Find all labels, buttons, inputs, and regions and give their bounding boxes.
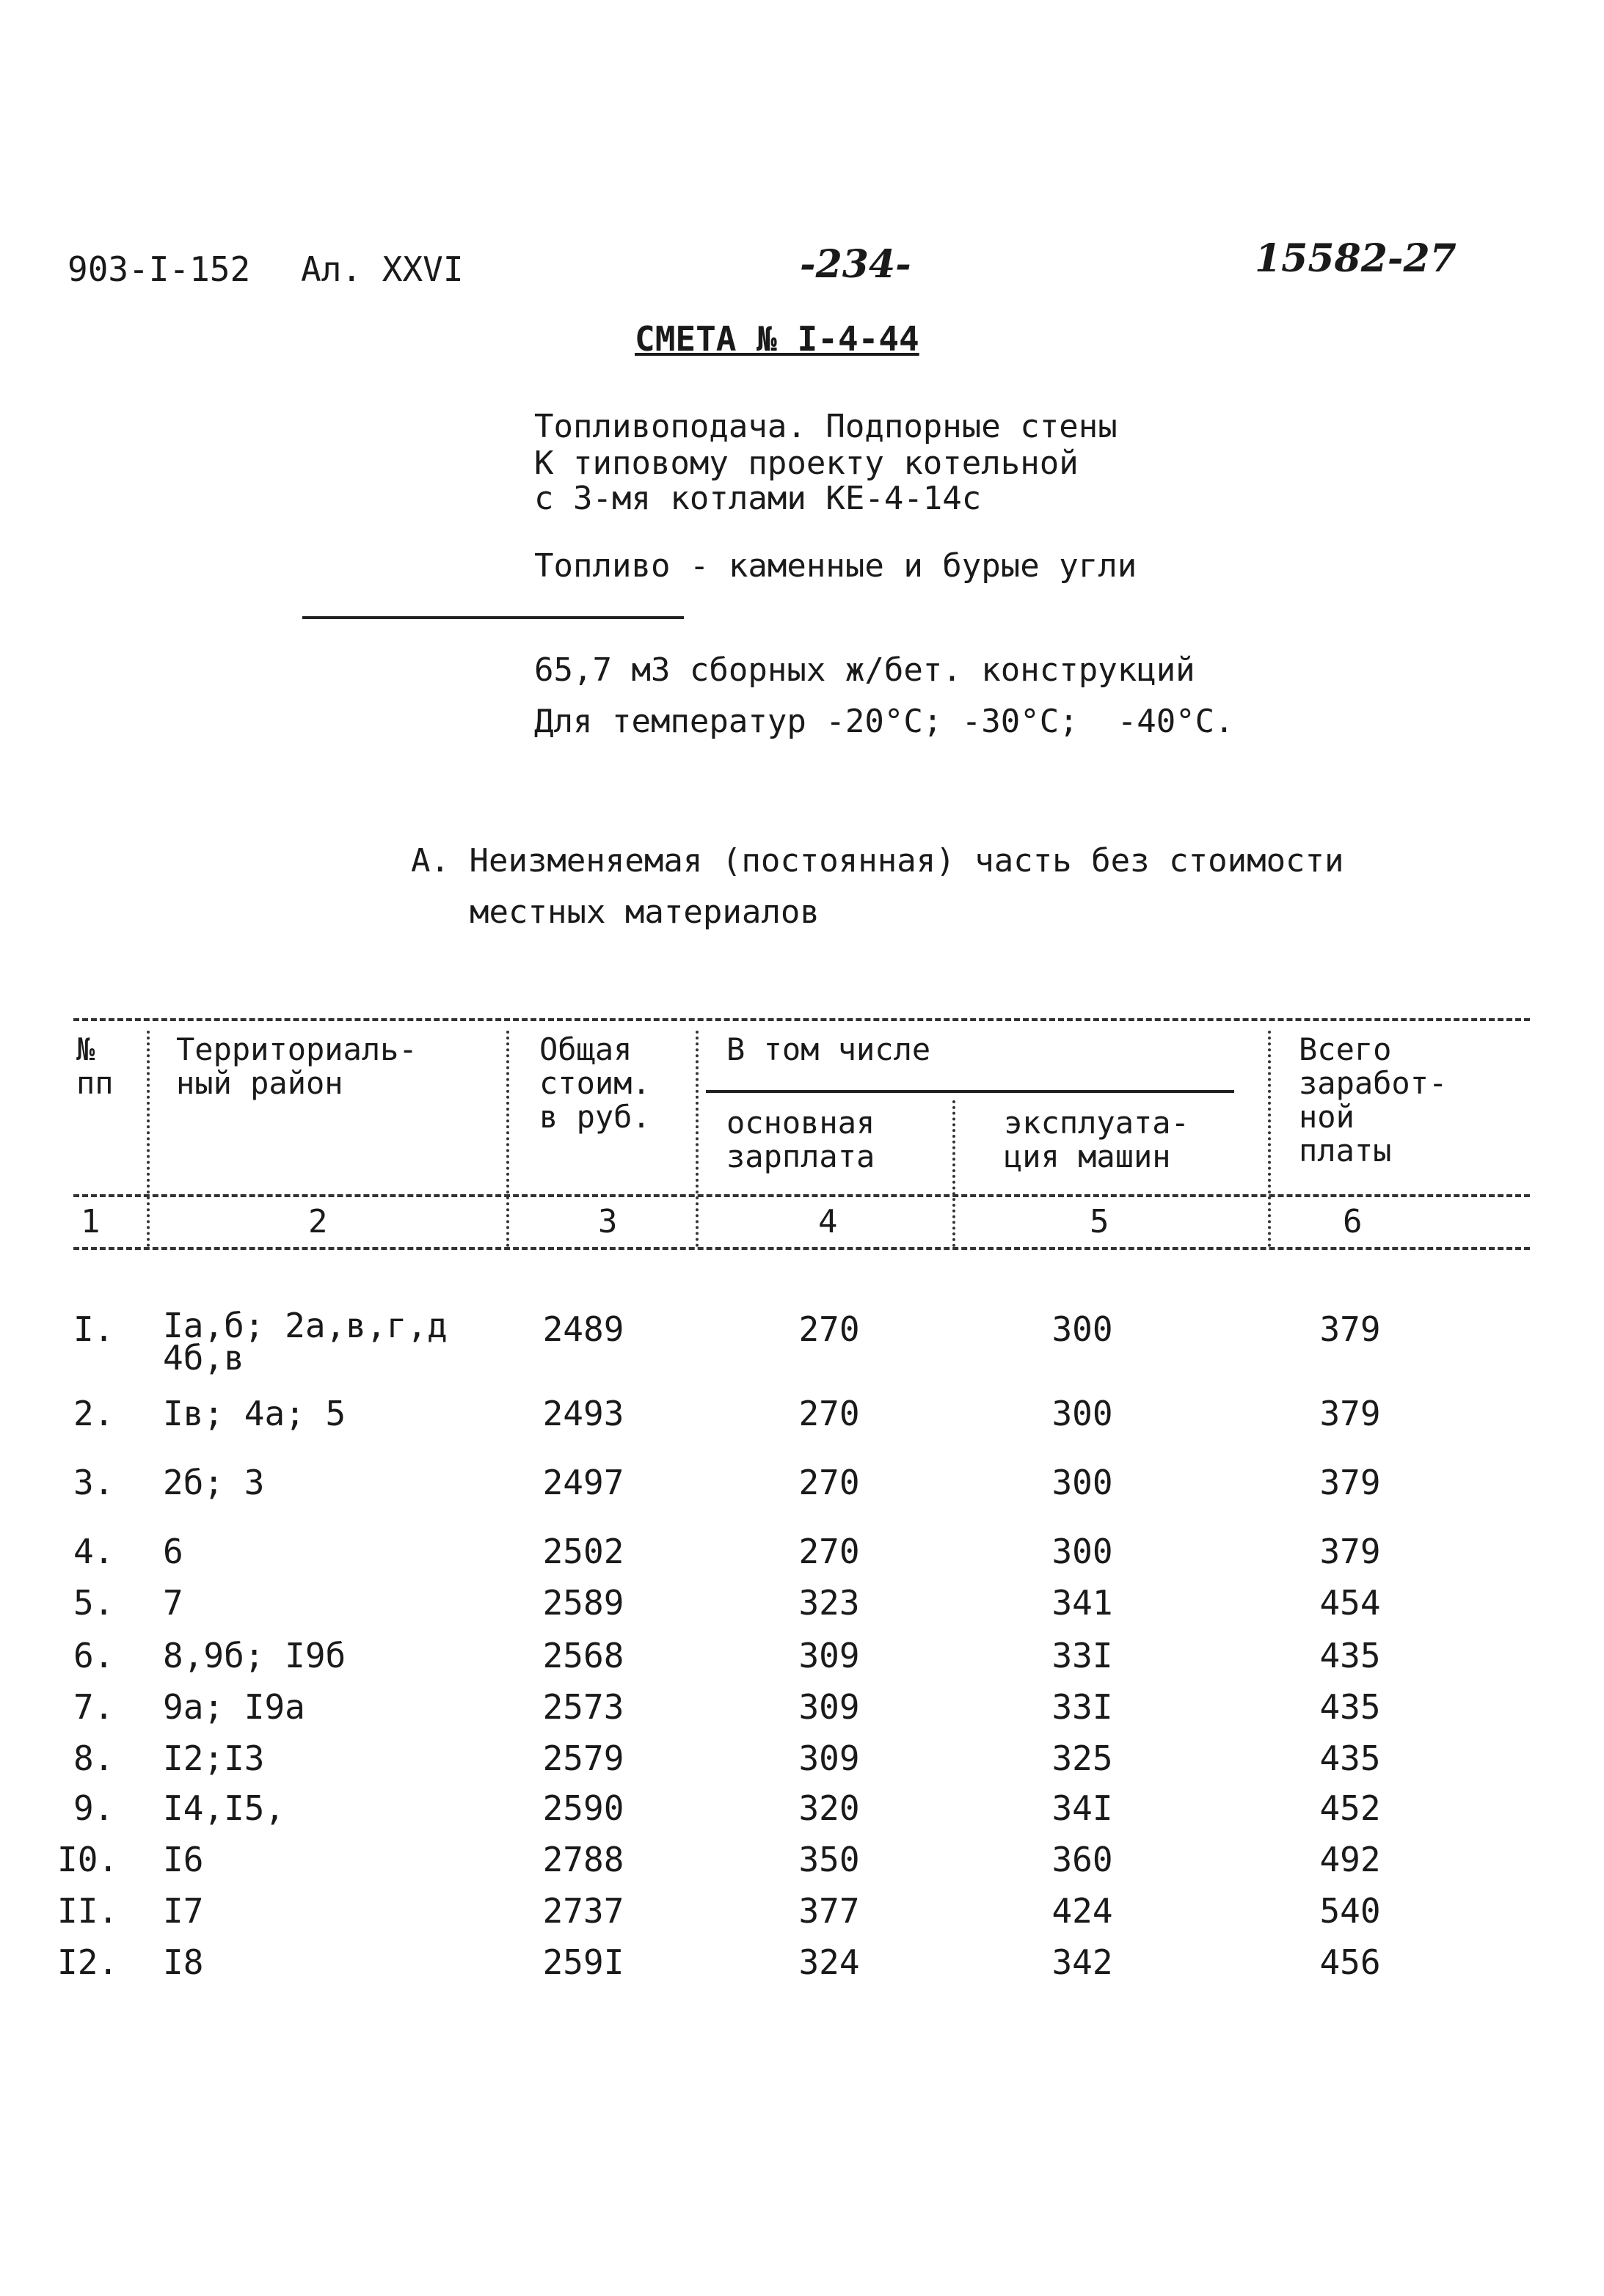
- row-total-wages: 435: [1319, 1739, 1381, 1778]
- row-district: Iа,б; 2а,в,г,д 4б,в: [163, 1306, 448, 1378]
- row-number: 4.: [73, 1532, 114, 1571]
- row-district: 7: [163, 1583, 183, 1623]
- row-district: I8: [163, 1942, 204, 1982]
- row-machine-operation: 300: [1051, 1309, 1113, 1349]
- row-machine-operation: 341: [1051, 1583, 1113, 1623]
- row-number: II.: [57, 1891, 119, 1931]
- album-number: Ал. XXVI: [301, 249, 464, 289]
- header-col-machines: эксплуата- ция машин: [1004, 1105, 1189, 1174]
- sheet-number: 15582-27: [1255, 236, 1457, 281]
- row-machine-operation: 300: [1051, 1532, 1113, 1571]
- row-total-wages: 435: [1319, 1687, 1381, 1727]
- row-total-cost: 2502: [542, 1532, 624, 1571]
- row-base-salary: 309: [798, 1739, 860, 1778]
- separator-line: [302, 616, 684, 619]
- row-number: I2.: [57, 1942, 119, 1982]
- header-col-salary: основная зарплата: [726, 1105, 875, 1174]
- row-number: 5.: [73, 1583, 114, 1623]
- estimate-title: СМЕТА № I-4-44: [635, 319, 919, 359]
- row-total-cost: 2589: [542, 1583, 624, 1623]
- row-total-cost: 2573: [542, 1687, 624, 1727]
- row-total-wages: 379: [1319, 1532, 1381, 1571]
- row-number: 6.: [73, 1636, 114, 1675]
- row-machine-operation: 300: [1051, 1394, 1113, 1433]
- header-col-number: № пп: [76, 1031, 114, 1101]
- page-number: -234-: [800, 242, 911, 287]
- row-machine-operation: 342: [1051, 1942, 1113, 1982]
- section-heading-cont: местных материалов: [470, 893, 820, 931]
- row-district: I7: [163, 1891, 204, 1931]
- fuel-type: Топливо - каменные и бурые угли: [534, 547, 1137, 585]
- row-total-wages: 456: [1319, 1942, 1381, 1982]
- column-separator: [147, 1031, 150, 1247]
- row-machine-operation: 300: [1051, 1463, 1113, 1502]
- row-base-salary: 270: [798, 1532, 860, 1571]
- row-base-salary: 377: [798, 1891, 860, 1931]
- header-col-district: Территориаль- ный район: [176, 1031, 418, 1101]
- row-district: I2;I3: [163, 1739, 265, 1778]
- document-code: 903-I-152: [68, 249, 251, 289]
- row-base-salary: 270: [798, 1309, 860, 1349]
- column-number: 1: [81, 1203, 101, 1240]
- row-number: I.: [73, 1309, 114, 1349]
- row-district: I6: [163, 1840, 204, 1879]
- description-line-1: Топливоподача. Подпорные стены: [534, 408, 1118, 445]
- row-base-salary: 309: [798, 1687, 860, 1727]
- column-number: 4: [818, 1203, 838, 1240]
- row-district: 6: [163, 1532, 183, 1571]
- row-total-cost: 2497: [542, 1463, 624, 1502]
- row-total-cost: 2737: [542, 1891, 624, 1931]
- row-total-wages: 379: [1319, 1309, 1381, 1349]
- row-district: 2б; 3: [163, 1463, 265, 1502]
- row-district: I4,I5,: [163, 1788, 285, 1828]
- column-separator: [1268, 1031, 1271, 1247]
- column-separator: [696, 1031, 699, 1247]
- row-total-wages: 452: [1319, 1788, 1381, 1828]
- row-total-wages: 454: [1319, 1583, 1381, 1623]
- row-total-wages: 492: [1319, 1840, 1381, 1879]
- concrete-volume: 65,7 м3 сборных ж/бет. конструкций: [534, 651, 1195, 689]
- row-base-salary: 270: [798, 1463, 860, 1502]
- row-machine-operation: 34I: [1051, 1788, 1113, 1828]
- row-district: 9а; I9а: [163, 1687, 305, 1727]
- description-line-2: К типовому проекту котельной: [534, 445, 1079, 482]
- table-top-border: [73, 1018, 1530, 1021]
- row-machine-operation: 424: [1051, 1891, 1113, 1931]
- row-base-salary: 270: [798, 1394, 860, 1433]
- header-col-total: Общая стоим. в руб.: [539, 1031, 651, 1135]
- row-total-cost: 2788: [542, 1840, 624, 1879]
- row-total-wages: 379: [1319, 1463, 1381, 1502]
- row-total-cost: 259I: [542, 1942, 624, 1982]
- row-number: 2.: [73, 1394, 114, 1433]
- column-number: 6: [1343, 1203, 1363, 1240]
- row-total-cost: 2568: [542, 1636, 624, 1675]
- column-separator: [506, 1031, 509, 1247]
- row-number: 9.: [73, 1788, 114, 1828]
- row-total-cost: 2489: [542, 1309, 624, 1349]
- row-number: 8.: [73, 1739, 114, 1778]
- row-total-cost: 2493: [542, 1394, 624, 1433]
- row-district: Iв; 4а; 5: [163, 1394, 346, 1433]
- row-total-cost: 2579: [542, 1739, 624, 1778]
- header-group-including: В том числе: [726, 1031, 931, 1067]
- column-number: 3: [598, 1203, 618, 1240]
- header-bottom-border: [73, 1194, 1530, 1197]
- description-line-3: с 3-мя котлами КЕ-4-14с: [534, 480, 982, 517]
- row-number: 7.: [73, 1687, 114, 1727]
- column-number: 5: [1090, 1203, 1109, 1240]
- row-total-wages: 435: [1319, 1636, 1381, 1675]
- row-district: 8,9б; I9б: [163, 1636, 346, 1675]
- section-heading: А. Неизменяемая (постоянная) часть без стоимости: [411, 842, 1344, 880]
- row-total-wages: 540: [1319, 1891, 1381, 1931]
- header-group-underline: [706, 1090, 1234, 1093]
- row-machine-operation: 360: [1051, 1840, 1113, 1879]
- row-machine-operation: 33I: [1051, 1687, 1113, 1727]
- row-base-salary: 350: [798, 1840, 860, 1879]
- row-total-cost: 2590: [542, 1788, 624, 1828]
- temperature-range: Для температур -20°С; -30°С; -40°С.: [534, 703, 1234, 740]
- row-total-wages: 379: [1319, 1394, 1381, 1433]
- row-base-salary: 324: [798, 1942, 860, 1982]
- row-number: 3.: [73, 1463, 114, 1502]
- row-base-salary: 309: [798, 1636, 860, 1675]
- header-col-wages: Всего заработ- ной платы: [1299, 1031, 1448, 1169]
- row-base-salary: 320: [798, 1788, 860, 1828]
- column-number-bottom-border: [73, 1247, 1530, 1250]
- column-number: 2: [308, 1203, 328, 1240]
- row-machine-operation: 33I: [1051, 1636, 1113, 1675]
- column-separator: [952, 1100, 955, 1247]
- row-number: I0.: [57, 1840, 119, 1879]
- row-base-salary: 323: [798, 1583, 860, 1623]
- row-machine-operation: 325: [1051, 1739, 1113, 1778]
